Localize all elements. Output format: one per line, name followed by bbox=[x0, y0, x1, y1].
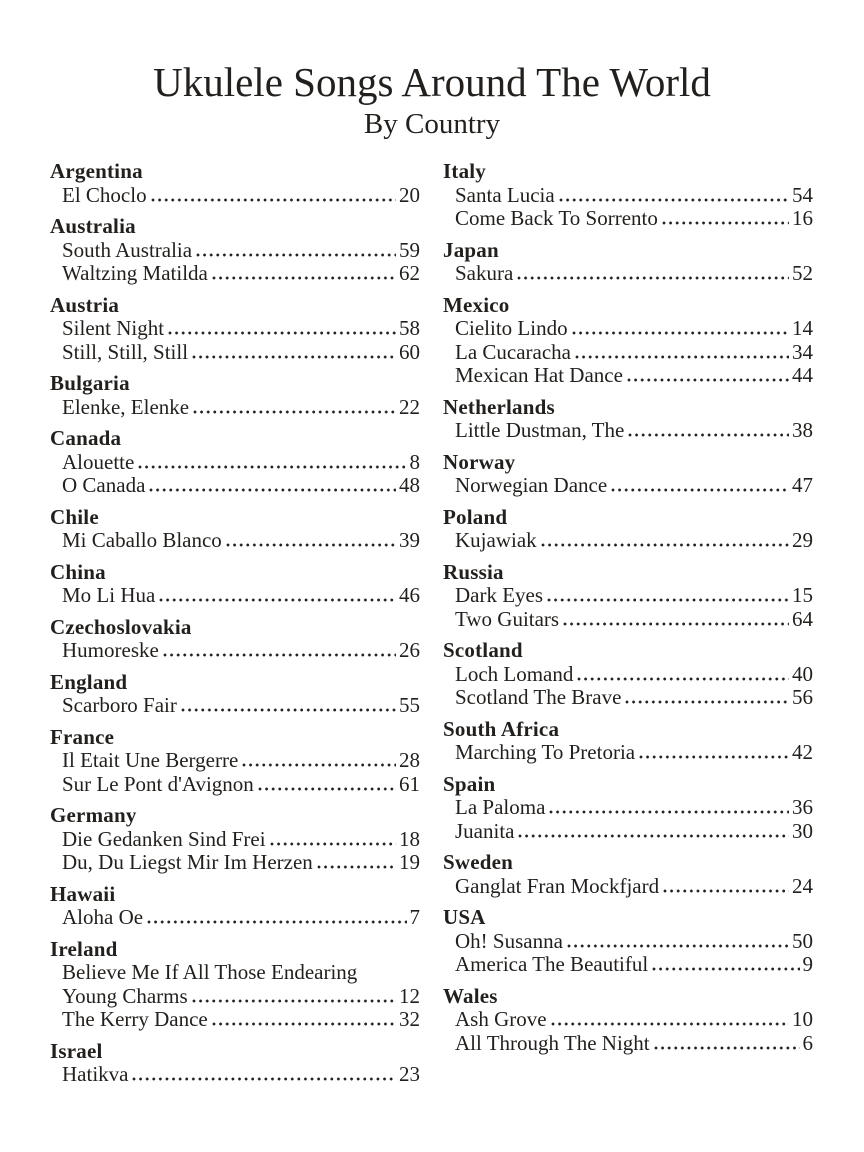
song-title: Hatikva bbox=[62, 1062, 129, 1086]
page-number: 20 bbox=[399, 182, 420, 207]
dot-leader bbox=[611, 488, 789, 492]
country-group bbox=[50, 372, 420, 419]
song-row bbox=[443, 1032, 813, 1056]
song-title: South Australia bbox=[62, 237, 193, 262]
song-row bbox=[50, 262, 420, 286]
dot-leader bbox=[163, 653, 396, 657]
country-heading: Canada bbox=[50, 426, 122, 450]
dot-leader bbox=[149, 488, 396, 492]
song-title: All Through The Night bbox=[455, 1030, 650, 1055]
dot-leader bbox=[547, 598, 789, 602]
dot-leader bbox=[563, 622, 789, 626]
country-group bbox=[50, 938, 420, 1032]
country-group bbox=[443, 294, 813, 388]
song-title: America The Beautiful bbox=[455, 952, 649, 976]
country-heading: Bulgaria bbox=[50, 371, 130, 395]
toc-columns bbox=[50, 160, 813, 1095]
song-title: Still, Still, Still bbox=[62, 339, 189, 364]
song-title: Scarboro Fair bbox=[62, 693, 177, 717]
country-group bbox=[443, 851, 813, 898]
dot-leader bbox=[192, 355, 396, 359]
dot-leader bbox=[625, 700, 789, 704]
song-row bbox=[443, 953, 813, 977]
page-number: 64 bbox=[792, 606, 813, 631]
dot-leader bbox=[151, 198, 396, 202]
country-heading: China bbox=[50, 559, 106, 584]
dot-leader bbox=[258, 787, 396, 791]
song-row bbox=[50, 341, 420, 365]
page-number: 39 bbox=[399, 528, 420, 552]
page-number: 55 bbox=[399, 693, 420, 717]
page-number: 30 bbox=[792, 818, 813, 843]
country-group bbox=[443, 160, 813, 231]
dot-leader bbox=[627, 378, 789, 382]
song-title: Sakura bbox=[455, 261, 514, 285]
dot-leader bbox=[662, 221, 789, 225]
dot-leader bbox=[577, 677, 789, 681]
page-number: 28 bbox=[399, 748, 420, 772]
song-row bbox=[443, 663, 813, 687]
page-number: 18 bbox=[399, 826, 420, 851]
page-number: 46 bbox=[399, 583, 420, 607]
song-row bbox=[50, 906, 420, 930]
dot-leader bbox=[270, 842, 396, 846]
page-number: 26 bbox=[399, 638, 420, 662]
song-row bbox=[50, 317, 420, 341]
country-heading: Israel bbox=[50, 1038, 103, 1063]
song-title: The Kerry Dance bbox=[62, 1007, 208, 1031]
page-number: 48 bbox=[399, 473, 420, 497]
song-row bbox=[50, 985, 420, 1009]
page-number: 32 bbox=[399, 1007, 420, 1031]
country-group bbox=[50, 883, 420, 930]
song-title: El Choclo bbox=[62, 182, 147, 207]
country-group bbox=[443, 451, 813, 498]
dot-leader bbox=[518, 834, 789, 838]
page-number: 62 bbox=[399, 261, 420, 285]
dot-leader bbox=[551, 1022, 789, 1026]
dot-leader bbox=[654, 1046, 800, 1050]
song-row bbox=[50, 239, 420, 263]
song-title: Two Guitars bbox=[455, 606, 560, 631]
country-group bbox=[50, 215, 420, 286]
page-number: 59 bbox=[399, 237, 420, 262]
page-number: 38 bbox=[792, 418, 813, 442]
page-number: 10 bbox=[792, 1007, 813, 1031]
song-row bbox=[443, 262, 813, 286]
page-number: 36 bbox=[792, 795, 813, 819]
dot-leader bbox=[193, 410, 396, 414]
country-heading: Japan bbox=[443, 237, 499, 262]
song-row bbox=[50, 396, 420, 420]
song-row bbox=[50, 828, 420, 852]
page-number: 40 bbox=[792, 661, 813, 686]
song-row bbox=[443, 584, 813, 608]
song-row-continued bbox=[50, 961, 420, 985]
song-row bbox=[443, 608, 813, 632]
country-group bbox=[50, 726, 420, 797]
dot-leader bbox=[517, 276, 789, 280]
page-number: 44 bbox=[792, 363, 813, 387]
dot-leader bbox=[652, 967, 799, 971]
song-title: Young Charms bbox=[62, 983, 188, 1008]
song-title: Norwegian Dance bbox=[455, 473, 608, 497]
country-heading: Czechoslovakia bbox=[50, 614, 192, 639]
page-number: 34 bbox=[792, 339, 813, 364]
song-row bbox=[50, 851, 420, 875]
country-heading: Ireland bbox=[50, 936, 118, 961]
song-row bbox=[443, 529, 813, 553]
country-group bbox=[443, 396, 813, 443]
page-number: 52 bbox=[792, 261, 813, 285]
song-row bbox=[443, 317, 813, 341]
song-title: Il Etait Une Bergerre bbox=[62, 748, 239, 772]
song-row bbox=[443, 686, 813, 710]
page-number: 50 bbox=[792, 928, 813, 953]
toc-column-right bbox=[443, 160, 813, 1095]
page-number: 29 bbox=[792, 528, 813, 552]
dot-leader bbox=[159, 598, 396, 602]
song-title: Cielito Lindo bbox=[455, 316, 568, 340]
song-row bbox=[443, 341, 813, 365]
song-title: Mexican Hat Dance bbox=[455, 363, 623, 387]
song-row bbox=[443, 930, 813, 954]
song-title: O Canada bbox=[62, 473, 146, 497]
song-row bbox=[443, 419, 813, 443]
country-heading: Argentina bbox=[50, 159, 143, 183]
page-number: 54 bbox=[792, 182, 813, 207]
page-number: 24 bbox=[792, 873, 813, 898]
page-number: 16 bbox=[792, 206, 813, 230]
song-title: Sur Le Pont d'Avignon bbox=[62, 771, 254, 796]
page-number: 58 bbox=[399, 316, 420, 340]
country-heading: France bbox=[50, 724, 115, 749]
page-number: 47 bbox=[792, 473, 813, 497]
country-group bbox=[50, 671, 420, 718]
song-title: Kujawiak bbox=[455, 528, 537, 552]
dot-leader bbox=[192, 999, 396, 1003]
country-group bbox=[50, 427, 420, 498]
song-row bbox=[443, 207, 813, 231]
country-group bbox=[443, 506, 813, 553]
dot-leader bbox=[663, 889, 789, 893]
song-row bbox=[50, 694, 420, 718]
song-title: Mo Li Hua bbox=[62, 583, 156, 607]
page-number: 42 bbox=[792, 740, 813, 764]
page-number: 61 bbox=[399, 771, 420, 796]
toc-column-left bbox=[50, 160, 420, 1095]
song-row bbox=[443, 796, 813, 820]
song-title: La Paloma bbox=[455, 795, 546, 819]
song-row bbox=[443, 741, 813, 765]
country-group bbox=[50, 561, 420, 608]
song-row bbox=[50, 773, 420, 797]
country-group bbox=[50, 160, 420, 207]
country-heading: Italy bbox=[443, 159, 486, 183]
song-title: Dark Eyes bbox=[455, 583, 544, 607]
dot-leader bbox=[559, 198, 789, 202]
song-title: Silent Night bbox=[62, 316, 165, 340]
country-heading: Hawaii bbox=[50, 881, 116, 906]
song-title: Loch Lomand bbox=[455, 661, 574, 686]
country-group bbox=[443, 561, 813, 632]
country-group bbox=[443, 985, 813, 1056]
song-row bbox=[443, 820, 813, 844]
song-row bbox=[443, 875, 813, 899]
country-heading: South Africa bbox=[443, 716, 560, 741]
song-title: Marching To Pretoria bbox=[455, 740, 636, 764]
page-number: 12 bbox=[399, 983, 420, 1008]
song-title: Du, Du Liegst Mir Im Herzen bbox=[62, 850, 313, 874]
page-number: 14 bbox=[792, 316, 813, 340]
song-row bbox=[50, 184, 420, 208]
country-heading: Scotland bbox=[443, 638, 523, 662]
dot-leader bbox=[132, 1077, 396, 1081]
page-number: 60 bbox=[399, 339, 420, 364]
page-title: Ukulele Songs Around The World bbox=[153, 59, 711, 105]
song-row bbox=[443, 184, 813, 208]
dot-leader bbox=[196, 253, 396, 257]
dot-leader bbox=[147, 920, 406, 924]
dot-leader bbox=[212, 276, 396, 280]
country-group bbox=[443, 639, 813, 710]
country-group bbox=[443, 773, 813, 844]
song-row bbox=[50, 1008, 420, 1032]
song-row bbox=[50, 529, 420, 553]
page-number: 7 bbox=[409, 905, 420, 929]
page-number: 56 bbox=[792, 685, 813, 709]
country-group bbox=[50, 616, 420, 663]
country-heading: USA bbox=[443, 905, 486, 929]
song-title: Ganglat Fran Mockfjard bbox=[455, 873, 660, 898]
dot-leader bbox=[639, 755, 789, 759]
dot-leader bbox=[572, 331, 789, 335]
country-group bbox=[50, 1040, 420, 1087]
song-row bbox=[443, 364, 813, 388]
country-group bbox=[443, 906, 813, 977]
song-row bbox=[443, 1008, 813, 1032]
song-title: Elenke, Elenke bbox=[62, 394, 190, 419]
page-number: 22 bbox=[399, 394, 420, 419]
page-number: 9 bbox=[802, 952, 813, 976]
country-heading: Wales bbox=[443, 983, 498, 1008]
song-title: Scotland The Brave bbox=[455, 685, 622, 709]
country-heading: Chile bbox=[50, 504, 99, 529]
dot-leader bbox=[212, 1022, 396, 1026]
country-heading: Spain bbox=[443, 771, 496, 796]
dot-leader bbox=[549, 810, 789, 814]
dot-leader bbox=[181, 708, 396, 712]
country-group bbox=[443, 718, 813, 765]
dot-leader bbox=[242, 763, 396, 767]
country-heading: Mexico bbox=[443, 292, 510, 317]
page-header bbox=[0, 0, 864, 141]
country-heading: Sweden bbox=[443, 850, 514, 874]
song-row bbox=[50, 474, 420, 498]
song-title: Believe Me If All Those Endearing bbox=[62, 960, 358, 984]
dot-leader bbox=[317, 865, 396, 869]
country-group bbox=[50, 506, 420, 553]
song-title: Little Dustman, The bbox=[455, 418, 625, 442]
song-title: Oh! Susanna bbox=[455, 928, 563, 953]
page-number: 15 bbox=[792, 583, 813, 607]
dot-leader bbox=[168, 331, 396, 335]
country-heading: Russia bbox=[443, 559, 504, 584]
country-heading: Austria bbox=[50, 292, 120, 317]
song-title: Die Gedanken Sind Frei bbox=[62, 826, 266, 851]
country-group bbox=[50, 804, 420, 875]
song-row bbox=[443, 474, 813, 498]
dot-leader bbox=[628, 433, 789, 437]
country-heading: Poland bbox=[443, 504, 508, 529]
page-number: 8 bbox=[409, 449, 420, 474]
country-heading: England bbox=[50, 669, 128, 694]
song-title: Santa Lucia bbox=[455, 182, 555, 207]
song-title: La Cucaracha bbox=[455, 339, 572, 364]
song-row bbox=[50, 451, 420, 475]
song-row bbox=[50, 584, 420, 608]
dot-leader bbox=[138, 465, 406, 469]
song-title: Humoreske bbox=[62, 638, 159, 662]
song-title: Aloha Oe bbox=[62, 905, 144, 929]
dot-leader bbox=[541, 543, 789, 547]
song-row bbox=[50, 639, 420, 663]
country-heading: Germany bbox=[50, 803, 137, 827]
page-subtitle: By Country bbox=[363, 108, 501, 141]
dot-leader bbox=[226, 543, 396, 547]
song-title: Juanita bbox=[455, 818, 515, 843]
song-title: Waltzing Matilda bbox=[62, 261, 208, 285]
country-heading: Netherlands bbox=[443, 394, 555, 419]
country-heading: Australia bbox=[50, 214, 136, 238]
country-heading: Norway bbox=[443, 449, 516, 474]
page-number: 23 bbox=[399, 1062, 420, 1086]
dot-leader bbox=[575, 355, 789, 359]
country-group bbox=[443, 239, 813, 286]
song-row bbox=[50, 1063, 420, 1087]
dot-leader bbox=[567, 944, 789, 948]
country-group bbox=[50, 294, 420, 365]
song-title: Come Back To Sorrento bbox=[455, 206, 658, 230]
song-title: Ash Grove bbox=[455, 1007, 547, 1031]
song-title: Alouette bbox=[62, 449, 135, 474]
song-title: Mi Caballo Blanco bbox=[62, 528, 222, 552]
song-row bbox=[50, 749, 420, 773]
page-number: 19 bbox=[399, 850, 420, 874]
page-number: 6 bbox=[802, 1030, 813, 1055]
